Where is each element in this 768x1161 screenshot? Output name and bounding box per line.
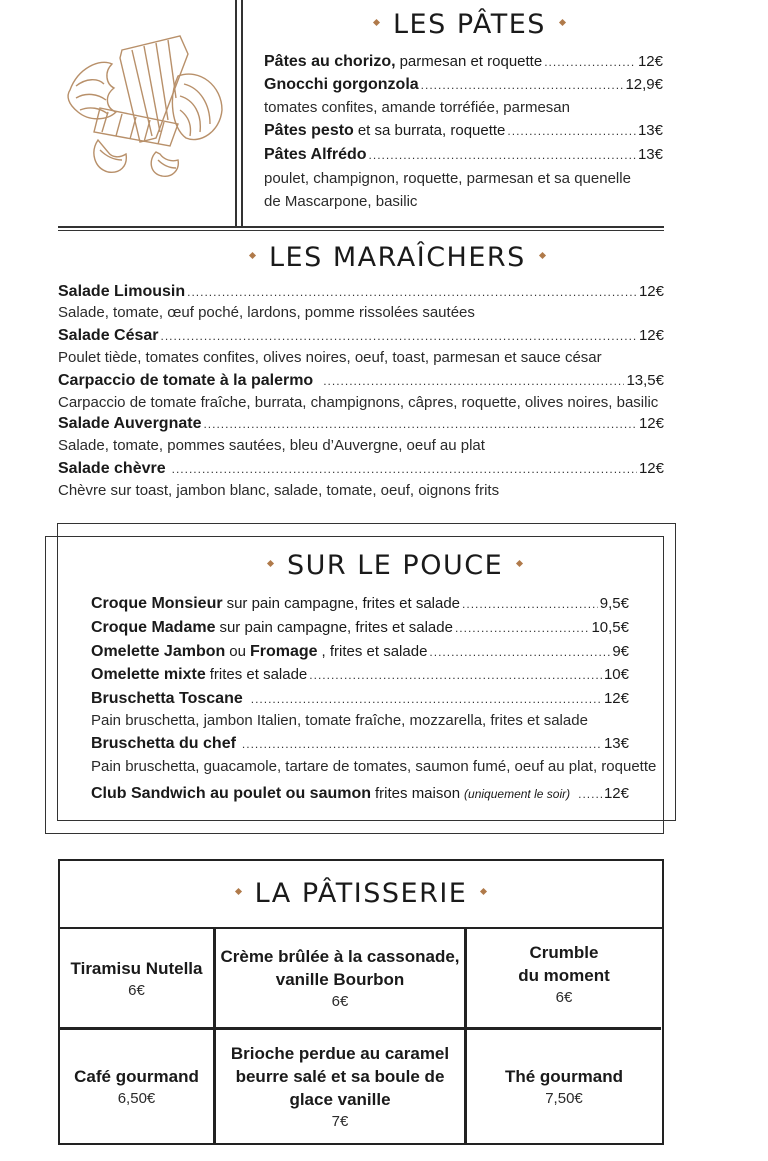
menu-item: [58, 325, 664, 347]
item-inline-desc: , frites et salade: [321, 643, 428, 660]
leader-dots: [161, 325, 637, 347]
item-name: Carpaccio de tomate à la palermo: [58, 372, 314, 389]
pouce-title: [254, 548, 504, 584]
dessert-price: 6€: [331, 993, 349, 1010]
leader-dots: [203, 413, 637, 435]
diamond-ornament-icon: [539, 252, 546, 259]
item-desc: Salade, tomate, pommes sautées, bleu d’Auvergne, oeuf au plat: [58, 437, 485, 454]
menu-item: [58, 370, 664, 392]
diamond-ornament-icon: [480, 888, 487, 895]
patisserie-title-cell: [60, 861, 662, 929]
item-price: 9,5€: [599, 595, 629, 612]
menu-item: [91, 733, 629, 755]
item-inline-desc: ou: [229, 643, 246, 660]
dessert-price: 6,50€: [117, 1089, 156, 1107]
patisserie-cell: [467, 927, 661, 1023]
dessert-name: Brioche perdue au caramel: [230, 1043, 450, 1063]
dessert-name: vanille Bourbon: [275, 970, 405, 989]
item-inline-desc: parmesan et roquette: [399, 53, 543, 70]
item-price: 13€: [637, 146, 663, 163]
dessert-name: Café gourmand: [74, 1066, 199, 1086]
dessert-name: Crème brûlée à la cassonade,: [220, 947, 460, 966]
section-divider: [58, 230, 664, 231]
pates-vertical-rule-1: [235, 0, 237, 226]
leader-dots: [251, 688, 602, 710]
menu-item: [264, 74, 663, 96]
leader-dots: [309, 664, 602, 686]
item-inline-desc: sur pain campagne, frites et salade: [219, 619, 453, 636]
item-price: 12€: [638, 460, 664, 477]
item-desc: Salade, tomate, œuf poché, lardons, pomme rissolées sautées: [58, 304, 475, 321]
item-name: Croque Monsieur: [91, 595, 223, 612]
item-price: 13,5€: [626, 372, 664, 389]
item-name: Salade Auvergnate: [58, 415, 202, 432]
pates-vertical-rule-2: [241, 0, 243, 226]
leader-dots: [507, 120, 636, 142]
item-price: 10,5€: [591, 619, 629, 636]
item-price: 13€: [637, 122, 663, 139]
patisserie-title: [222, 876, 501, 912]
leader-dots: [172, 458, 637, 480]
dessert-name: du moment: [518, 966, 610, 985]
item-price: 12€: [637, 53, 663, 70]
leader-dots: [462, 593, 598, 615]
item-name: Salade César: [58, 327, 159, 344]
item-desc: Pain bruschetta, jambon Italien, tomate fraîche, mozzarella, frites et salade: [91, 712, 588, 729]
leader-dots: [544, 51, 636, 73]
item-price: 12,9€: [625, 76, 663, 93]
item-name: Pâtes pesto: [264, 122, 354, 139]
item-price: 13€: [603, 735, 629, 752]
leader-dots: [455, 617, 590, 639]
menu-item: [91, 593, 629, 615]
item-inline-desc: sur pain campagne, frites et salade: [226, 595, 461, 612]
patisserie-title-text: LA PÂTISSERIE: [254, 878, 468, 909]
item-name: Bruschetta Toscane: [91, 690, 243, 707]
item-price: 9€: [612, 643, 629, 660]
dessert-price: 7,50€: [545, 1089, 583, 1107]
item-price: 12€: [603, 785, 629, 802]
item-desc: de Mascarpone, basilic: [264, 193, 418, 210]
menu-item: [264, 51, 663, 73]
leader-dots: [421, 74, 624, 96]
dessert-name: Crumble: [529, 943, 599, 962]
item-name: Pâtes au chorizo,: [264, 53, 396, 70]
item-name: Pâtes Alfrédo: [264, 146, 367, 163]
menu-item: [91, 783, 629, 805]
patisserie-table: [58, 859, 664, 1145]
menu-item: [264, 144, 663, 166]
menu-item: [91, 664, 629, 686]
dessert-name: glace vanille: [289, 1089, 391, 1109]
diamond-ornament-icon: [373, 19, 380, 26]
leader-dots: [242, 733, 602, 755]
pouce-title-text: SUR LE POUCE: [287, 550, 504, 581]
dessert-price: 6€: [555, 989, 573, 1006]
item-price: 10€: [603, 666, 629, 683]
patisserie-cell: [467, 1030, 661, 1144]
item-inline-desc: frites maison: [375, 785, 461, 802]
item-name: Club Sandwich au poulet ou saumon: [91, 785, 372, 802]
patisserie-cell: [60, 1030, 213, 1144]
maraichers-title-text: LES MARAÎCHERS: [269, 242, 526, 273]
diamond-ornament-icon: [559, 19, 566, 26]
pasta-illustration-icon: [60, 28, 230, 178]
item-desc: tomates confites, amande torréfiée, parmesan: [264, 99, 570, 116]
item-name: Omelette Jambon: [91, 643, 226, 660]
pates-title-text: LES PÂTES: [393, 9, 546, 40]
item-inline-desc: et sa burrata, roquette: [357, 122, 506, 139]
leader-dots: [369, 144, 636, 166]
item-price: 12€: [638, 283, 664, 300]
item-inline-desc: frites et salade: [209, 666, 308, 683]
menu-item: [264, 120, 663, 142]
item-name: Croque Madame: [91, 619, 216, 636]
dessert-name: Tiramisu Nutella: [70, 958, 203, 978]
pates-title: [360, 8, 546, 42]
item-price: 12€: [603, 690, 629, 707]
menu-item: [58, 281, 664, 303]
item-desc: Poulet tiède, tomates confites, olives noires, oeuf, toast, parmesan et sauce césar: [58, 349, 602, 366]
item-name: Fromage: [249, 643, 318, 660]
leader-dots: [187, 281, 637, 303]
maraichers-title: [236, 240, 526, 276]
section-divider: [58, 226, 664, 228]
leader-dots: [323, 370, 624, 392]
item-desc: Chèvre sur toast, jambon blanc, salade, tomate, oeuf, oignons frits: [58, 482, 500, 499]
menu-item: [58, 458, 664, 480]
leader-dots: [578, 783, 602, 805]
dessert-price: 7€: [331, 1112, 349, 1130]
diamond-ornament-icon: [249, 252, 256, 259]
item-name: Salade chèvre: [58, 460, 166, 477]
diamond-ornament-icon: [235, 888, 242, 895]
item-note: (uniquement le soir): [464, 787, 571, 801]
dessert-name: beurre salé et sa boule de: [235, 1066, 445, 1086]
item-desc: poulet, champignon, roquette, parmesan et sa quenelle: [264, 170, 631, 187]
patisserie-cell: [216, 931, 464, 1027]
patisserie-cell: [60, 931, 213, 1027]
leader-dots: [429, 641, 610, 663]
item-name: Salade Limousin: [58, 283, 186, 300]
menu-item: [91, 688, 629, 710]
menu-item: [58, 413, 664, 435]
item-name: Omelette mixte: [91, 666, 206, 683]
dessert-name: Thé gourmand: [504, 1066, 624, 1086]
item-desc: Carpaccio de tomate fraîche, burrata, champignons, câpres, roquette, olives noires, basilic: [58, 394, 659, 411]
item-name: Bruschetta du chef: [91, 735, 236, 752]
diamond-ornament-icon: [267, 560, 274, 567]
item-price: 12€: [638, 415, 664, 432]
item-desc: Pain bruschetta, guacamole, tartare de tomates, saumon fumé, oeuf au plat, roquette: [91, 758, 657, 775]
menu-item: [91, 641, 629, 663]
menu-item: [91, 617, 629, 639]
patisserie-cell: [216, 1030, 464, 1144]
dessert-price: 6€: [128, 981, 145, 999]
item-name: Gnocchi gorgonzola: [264, 76, 419, 93]
item-price: 12€: [638, 327, 664, 344]
